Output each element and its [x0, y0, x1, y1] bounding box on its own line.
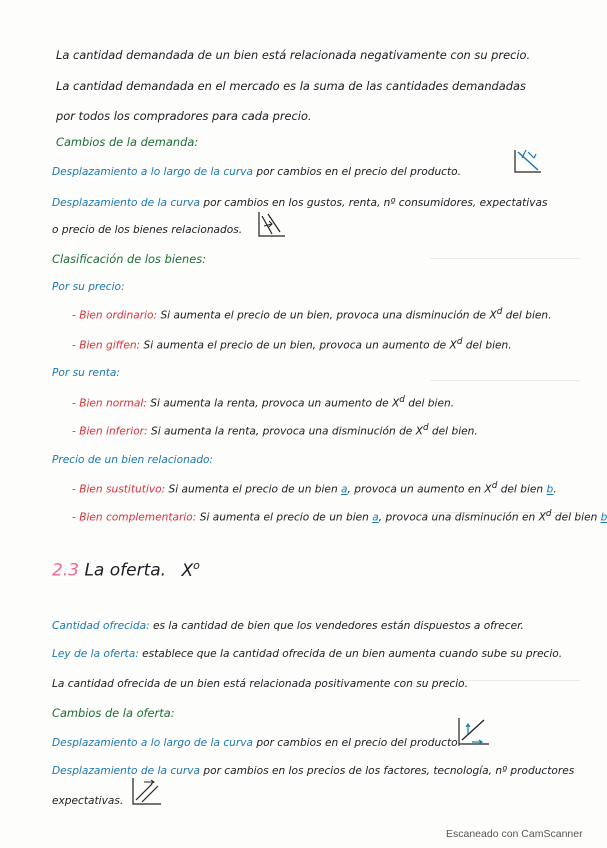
text: Si aumenta el precio de un bien, provoca una disminución de X: [160, 309, 497, 322]
tail: del bien: [500, 483, 547, 496]
term: - Bien ordinario:: [72, 309, 158, 322]
supply-law-2: La cantidad ofrecida de un bien está relacionada positivamente con su precio.: [52, 678, 469, 690]
demand-move-along: [52, 167, 461, 178]
term: - Bien complementario:: [72, 511, 197, 524]
text: por cambios en el precio del producto.: [256, 166, 461, 178]
supply-shift: [52, 766, 574, 777]
tail: del bien.: [465, 339, 512, 352]
tail: del bien.: [505, 309, 552, 322]
section-symbol: X: [181, 560, 194, 581]
term: - Bien normal:: [72, 397, 147, 410]
section-sup: o: [193, 559, 200, 572]
term: - Bien giffen:: [72, 339, 141, 352]
complement-good: [72, 510, 607, 523]
demand-line-1: La cantidad demandada de un bien está relacionada negativamente con su precio.: [56, 48, 531, 62]
term: Desplazamiento de la curva: [52, 765, 200, 777]
by-income-label: Por su renta:: [52, 367, 120, 379]
text: establece que la cantidad ofrecida de un bien aumenta cuando sube su precio.: [142, 648, 563, 660]
good-a: a: [372, 511, 379, 524]
supply-shift-2: expectativas.: [52, 795, 124, 807]
text: Si aumenta la renta, provoca un aumento de X: [150, 397, 400, 410]
demand-line-2: La cantidad demandada en el mercado es la suma de las cantidades demandadas: [56, 79, 526, 93]
text: por cambios en los precios de los factores, tecnología, nº productores: [203, 765, 575, 777]
term: - Bien inferior:: [72, 425, 148, 438]
sup: d: [456, 337, 463, 347]
supply-qty: [52, 621, 524, 632]
term: Desplazamiento a lo largo de la curva: [52, 737, 253, 749]
term: Cantidad ofrecida:: [52, 620, 150, 632]
sup: d: [545, 509, 552, 519]
text: Si aumenta el precio de un bien, provoca un aumento de X: [143, 339, 457, 352]
sup: d: [491, 481, 498, 491]
section-heading: [52, 560, 200, 580]
inferior-good: [72, 424, 478, 437]
text: Si aumenta el precio de un bien: [168, 483, 342, 496]
term: - Bien sustitutivo:: [72, 483, 166, 496]
term: Ley de la oferta:: [52, 648, 139, 660]
demand-movement-sketch: [512, 148, 542, 174]
text: por cambios en los gustos, renta, nº consumidores, expectativas: [203, 197, 548, 209]
giffen-good: [72, 338, 512, 351]
demand-shift-sketch: [256, 210, 286, 238]
by-related-label: Precio de un bien relacionado:: [52, 454, 214, 466]
demand-changes-title: Cambios de la demanda:: [56, 135, 199, 149]
mid: , provoca una disminución en X: [378, 511, 546, 524]
classification-title: Clasificación de los bienes:: [52, 252, 206, 266]
substitute-good: [72, 482, 557, 495]
normal-good: [72, 396, 454, 409]
sup: d: [496, 307, 503, 317]
text: es la cantidad de bien que los vendedores están dispuestos a ofrecer.: [153, 620, 524, 632]
good-b: b: [600, 511, 607, 524]
good-b: b: [546, 483, 554, 496]
tail: del bien.: [431, 425, 478, 438]
text: por cambios en el precio del producto.: [256, 737, 461, 749]
demand-shift-2: o precio de los bienes relacionados.: [52, 224, 243, 236]
scanner-footer: Escaneado con CamScanner: [446, 828, 583, 840]
good-a: a: [341, 483, 348, 496]
demand-shift: [52, 198, 548, 209]
mid: , provoca un aumento en X: [347, 483, 492, 496]
sup: d: [399, 395, 405, 405]
section-title: La oferta.: [84, 560, 167, 581]
supply-move-along: [52, 738, 461, 749]
supply-shift-sketch: [130, 776, 162, 806]
sup: d: [422, 423, 429, 433]
supply-movement-sketch: [456, 716, 490, 746]
text: Si aumenta el precio de un bien: [199, 511, 373, 524]
demand-line-3: por todos los compradores para cada precio.: [56, 109, 312, 123]
text: Si aumenta la renta, provoca una disminución de X: [151, 425, 423, 438]
supply-changes-title: Cambios de la oferta:: [52, 706, 175, 720]
term: Desplazamiento de la curva: [52, 197, 200, 209]
end: .: [553, 483, 557, 496]
supply-law: [52, 649, 562, 660]
tail: del bien: [554, 511, 601, 524]
term: Desplazamiento a lo largo de la curva: [52, 166, 253, 178]
section-number: 2.3: [52, 560, 80, 581]
by-price-label: Por su precio:: [52, 281, 125, 293]
ordinary-good: [72, 308, 552, 321]
tail: del bien.: [408, 397, 455, 410]
